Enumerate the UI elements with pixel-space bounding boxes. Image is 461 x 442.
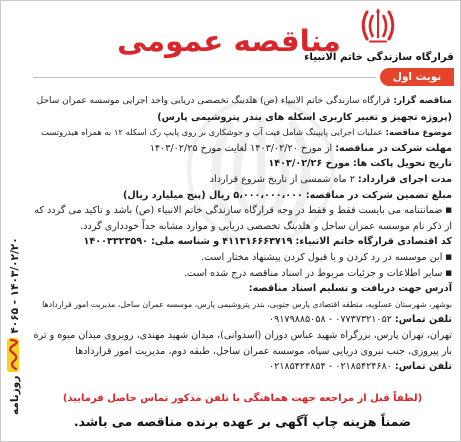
header-divider xyxy=(33,77,376,78)
economic-code-value: ۴۱۱۳۱۶۶۶۳۷۱۹ xyxy=(222,236,293,248)
round-badge: نوبت اول xyxy=(380,68,454,86)
project-line: (پروژه تجهیز و تغییر کاربری اسکله های بندر پتروشیمی پارس) xyxy=(157,111,452,123)
delivery-label: تاریخ تحویل پاکت ها: xyxy=(353,158,452,170)
subject-label: موضوع مناقصه: xyxy=(385,127,452,138)
deadline-line xyxy=(33,141,452,157)
tehran-phone-line xyxy=(33,359,452,375)
deadline-label: مهلت شرکت در مناقصه: xyxy=(335,142,452,154)
iran-emblem-icon xyxy=(358,5,398,45)
page-title: مناقصه عمومی xyxy=(117,24,341,58)
national-id-value: ۱۴۰۰۳۳۲۳۵۹۰ xyxy=(83,236,148,248)
bushehr-phone-numbers: ۰۷۷۳۷۳۲۱۰۵۲ - ۰۹۱۷۹۸۸۵۰۵۸ xyxy=(268,314,392,326)
economic-code-line xyxy=(33,234,452,250)
address-heading: آدرس جهت دریافت و تسلیم اسناد مناقصه: xyxy=(248,283,452,295)
issue-and-date: ۴۰۶۵ - ۱۴۰۳/۰۲/۲۰ xyxy=(9,237,21,334)
national-id-label: و شناسه ملی: xyxy=(150,236,220,248)
newspaper-name: روزنامه xyxy=(9,375,21,415)
newspaper-logo-icon xyxy=(6,338,20,372)
bushehr-phone-line xyxy=(33,312,452,328)
bushehr-phone-label: تلفن تماس: xyxy=(394,314,452,326)
duration-value: ۲ ماه شمسی از تاریخ شروع قرارداد xyxy=(209,173,355,185)
deadline-value: از مورخ ۱۴۰۳/۰۲/۲۰ لغایت مورخ ۱۴۰۳/۰۲/۲۵ xyxy=(149,142,333,154)
tenderer-line xyxy=(33,94,452,110)
guarantee-value: ۵،۰۰۰،۰۰۰،۰۰۰ ریال (پنج میلیارد ریال) xyxy=(122,189,303,201)
tehran-address: تهران، تهران پارس، بزرگراه شهید عباس دوران (اسدوانی)، میدان شهید مهندی، روبروی میدان میوه و تره بار پیروزی، جنب نیروی دریایی سپاه، موسسه عمران ساحل، طبقه دوم، مدیریت امور قراردادها xyxy=(33,329,452,357)
organization-logo-text: قرارگاه سازندگی خاتم الانبیاء xyxy=(304,52,454,63)
newspaper-strip xyxy=(5,211,25,415)
duration-label: مدت اجرای قرارداد: xyxy=(357,173,452,185)
tenderer-value: قرارگاه سازندگی خاتم الانبیاء (ص) هلدینگ تخصصی دریایی واحد اجرایی موسسه عمران ساحل xyxy=(36,96,391,106)
guarantee-line xyxy=(33,188,452,204)
duration-line xyxy=(33,172,452,188)
tender-body xyxy=(33,94,452,375)
delivery-value: مورخ ۱۴۰۳/۰۲/۲۶ xyxy=(268,158,350,170)
tehran-phone-label: تلفن تماس: xyxy=(394,361,452,373)
delivery-line xyxy=(33,156,452,172)
coordination-note: (لطفاً قبل از مراجعه جهت هماهنگی با تلفن مذکور تماس حاصل فرمایید) xyxy=(62,393,423,404)
guarantee-note: ■ ضمانتنامه می بایست فقط و فقط در وجه قرارگاه سازندگی خاتم الانبیاء (ص) باشد و تاکید می گردد که از ذکر نام موسسه عمران ساحل و هلدینگ تخصصی دریایی و موارد مشابه جداً خودداری گردد. xyxy=(33,203,452,234)
advertisement-fee-note: ضمناً هزینه چاپ آگهی بر عهده برنده مناقصه می باشد. xyxy=(73,414,412,429)
guarantee-label: مبلغ تضمین شرکت در مناقصه: xyxy=(305,189,452,201)
tehran-phone-numbers: ۰۲۱۸۵۴۲۴۶۸۰ - ۰۲۱۸۵۴۲۴۸۵۴ xyxy=(268,361,392,373)
subject-value: عملیات اجرایی پایپینگ شامل فیت آپ و جوشکاری بر روی پایپ رک اسکله ۱۲ به همراه هیدروتست xyxy=(41,127,383,138)
info-note: ■ سایر اطلاعات و جزئیات مربوط در اسناد مناقصه درج شده است. xyxy=(33,266,452,282)
economic-code-label: کد اقتصادی قرارگاه خاتم الانبیاء: xyxy=(295,236,452,248)
bushehr-address: بوشهر، شهرستان عسلویه، منطقه اقتصادی پارس جنوبی، بندر پتروشیمی پارس، موسسه عمران ساحل، مدیریت امور قراردادها xyxy=(42,299,452,309)
subject-line xyxy=(33,125,452,141)
tenderer-label: مناقصه گزار: xyxy=(393,96,452,106)
reject-note: ■ این موسسه در رد کردن و یا قبول کردن پیشنهاد مختار است. xyxy=(33,250,452,266)
